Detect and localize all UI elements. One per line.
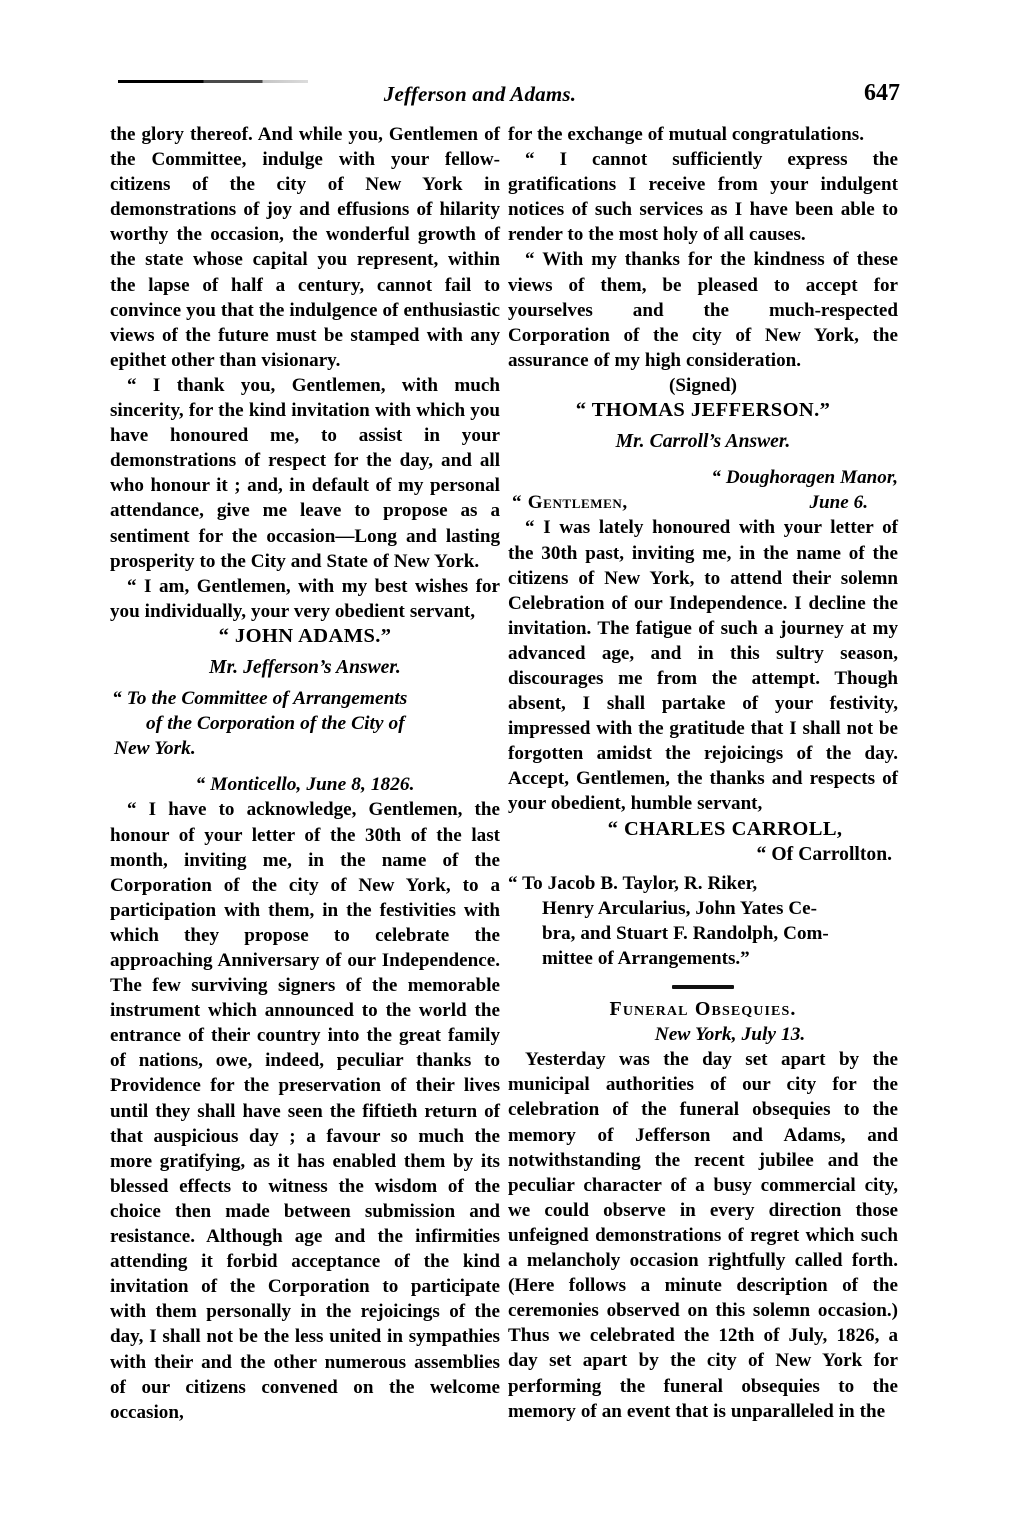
addressee-line-2: Henry Arcularius, John Yates Ce-: [542, 897, 818, 919]
place-name: “ Doughoragen Manor,: [711, 467, 898, 489]
paragraph-jefferson-body-4: “ With my thanks for the kindness of these views of them, be pleased to accept for yourselves and the much-respected Corporation of the city of New York, the assurance of my high consideration.: [508, 249, 898, 371]
signature-of-carrollton: “ Of Carrollton.: [756, 843, 892, 865]
dateline-doughoragen-manor: [508, 465, 898, 490]
signature-charles-carroll: “ CHARLES CARROLL,: [607, 817, 843, 840]
carroll-date: June 6.: [809, 492, 868, 514]
salutation-gentlemen: “ Gentlemen,: [512, 492, 628, 514]
salutation-row: [508, 490, 898, 515]
address-line-3: New York.: [114, 738, 196, 760]
heading-jefferson-answer: Mr. Jefferson’s Answer.: [209, 656, 401, 678]
dateline-monticello: “ Monticello, June 8, 1826.: [195, 774, 415, 796]
page-number: 647: [864, 80, 900, 106]
addressee-line-1: “ To Jacob B. Taylor, R. Riker,: [508, 872, 758, 894]
paragraph-jefferson-body-3: “ I cannot sufficiently express the gratifications I receive from your indulgent notices of such services as I have been able to render to the most holy of all causes.: [508, 149, 898, 246]
column-right: [508, 122, 898, 1424]
running-head-title: Jefferson and Adams.: [383, 82, 577, 106]
paragraph-jefferson-body-2: for the exchange of mutual congratulations.: [508, 124, 864, 145]
paragraph-jefferson-body-1: “ I have to acknowledge, Gentlemen, the honour of your letter of the 30th of the last month, inviting me, in the name of the Corporation of the city of New York, to a participation with them, in the festivities with which they propose to celebrate the approaching Anniversary of our Independence. The few surviving signers of the memorable instrument which announced to the world the entrance of their country into the great family of nations, owe, indeed, peculiar thanks to Providence for the preservation of their lives until they shall have seen the fiftieth return of that auspicious day ; a favour so much the more gratifying, as it has enabled them by its blessed effects to witness the wisdom of the choice then made between submission and resistance. Although age and the infirmities attending it forbid acceptance of the kind invitation of the Corporation to participate with them personally in the rejoicings of the day, I shall not be the less united in sympathies with their and the other numerous assemblies of our citizens convened on the welcome occasion,: [110, 799, 500, 1423]
paragraph-carroll-body: “ I was lately honoured with your letter of the 30th past, inviting me, in the name of the citizens of New York, to attend their solemn Celebration of our Independence. I decline the invitation. The fatigue of such a journey at my advanced age, and in this sultry season, discourages me from the attempt. Though absent, I shall partake of your festivity, impressed with the gratitude that I shall not be forgotten amidst the rejoicings of the day. Accept, Gentlemen, the thanks and respects of your obedient, humble servant,: [508, 517, 898, 815]
addressee-block-carroll: [508, 871, 898, 971]
column-left: [110, 122, 500, 1425]
addressee-line-3: bra, and Stuart F. Randolph, Com-: [542, 922, 829, 944]
running-head: [110, 74, 900, 114]
address-line-1: “ To the Committee of Arrangements: [112, 688, 408, 710]
spacer: [508, 454, 898, 465]
signed-label: (Signed): [669, 374, 737, 396]
address-line-2: of the Corporation of the City of: [146, 713, 405, 735]
signature-john-adams: “ JOHN ADAMS.”: [218, 624, 392, 647]
heading-carroll-answer: Mr. Carroll’s Answer.: [615, 431, 791, 453]
address-block-jefferson: [110, 686, 500, 761]
spacer: [110, 761, 500, 772]
paragraph-obsequies-body: Yesterday was the day set apart by the municipal authorities of our city for the celebration of the funeral obsequies to the memory of Jefferson and Adams, and notwithstanding the recent jubilee and the peculiar character of a busy commercial city, we could observe in every direction those unfeigned demonstrations of regret which such a melancholy occasion rightfully called forth. (Here follows a minute description of the ceremonies observed on this solemn occasion.) Thus we celebrated the 12th of July, 1826, a day set apart by the city of New York for performing the funeral obsequies to the memory of an event that is unparalleled in the: [508, 1049, 898, 1422]
heading-funeral-obsequies: Funeral Obsequies.: [609, 998, 797, 1021]
addressee-line-4: mittee of Arrangements.”: [542, 948, 750, 969]
paragraph-adams-continued: the glory thereof. And while you, Gentlemen of the Committee, indulge with your fellow-citizens of the city of New York in demonstrations of joy and effusions of hilarity worthy the occasion, the wonderful growth of the state whose capital you represent, within the lapse of half a century, cannot fail to convince you that the indulgence of enthusiastic views of the future must be stamped with any epithet other than visionary.: [110, 124, 500, 371]
signature-thomas-jefferson: “ THOMAS JEFFERSON.”: [575, 399, 831, 422]
paragraph-adams-thanks: “ I thank you, Gentlemen, with much sincerity, for the kind invitation with which you have honoured me, to assist in your demonstrations of respect for the day, and all who honour it ; and, in default of my personal attendance, give me leave to propose as a sentiment for the occasion—Long and lasting prosperity to the City and State of New York.: [110, 374, 500, 572]
section-separator-rule: [672, 985, 734, 989]
dateline-new-york: New York, July 13.: [654, 1024, 806, 1046]
paragraph-adams-closing: “ I am, Gentlemen, with my best wishes for you individually, your very obedient servant,: [110, 575, 500, 622]
